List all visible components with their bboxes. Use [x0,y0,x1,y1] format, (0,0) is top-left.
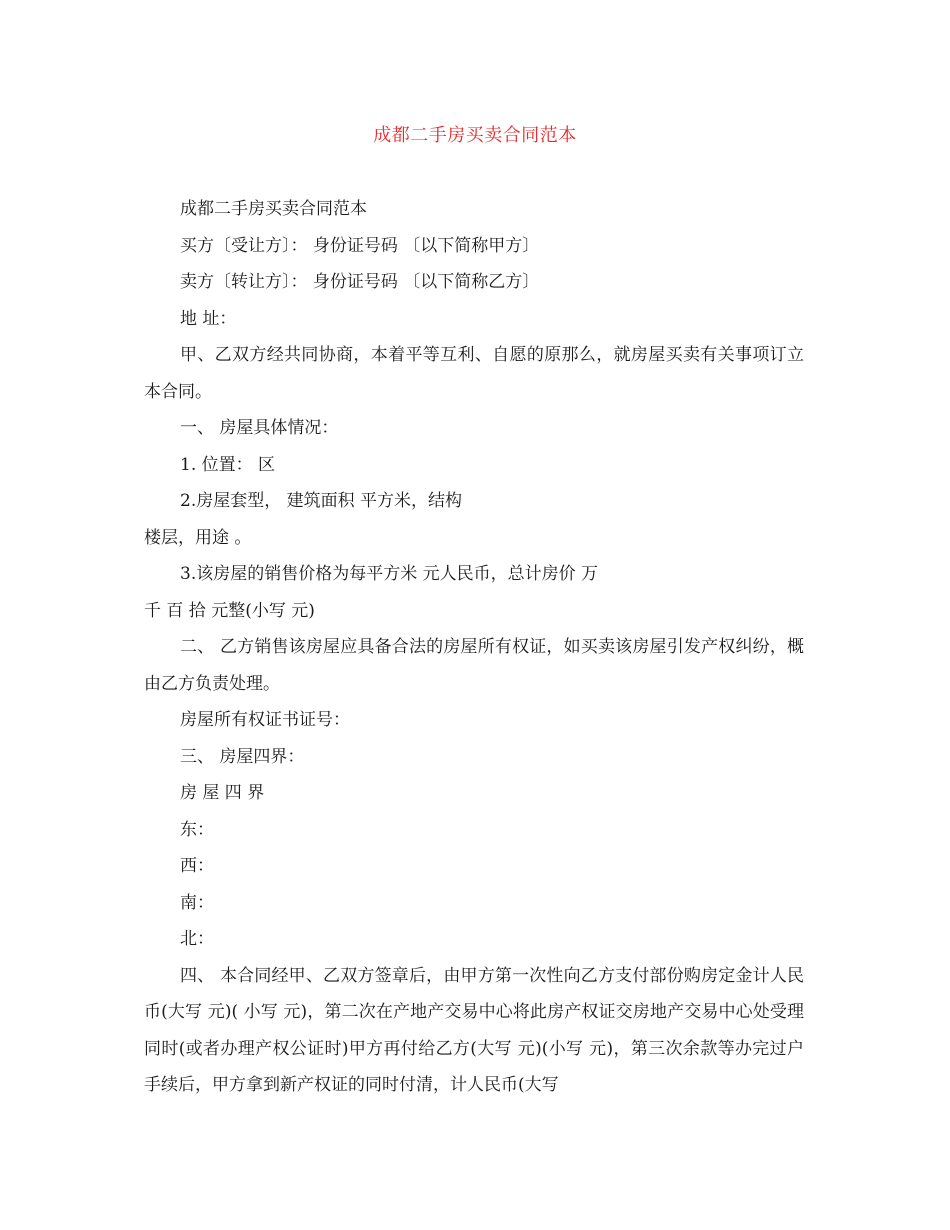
section-1-heading: 一、 房屋具体情况： [180,418,339,438]
paragraph-buyer: 买方〔受让方〕： 身份证号码 〔以下简称甲方〕 [180,235,540,256]
clause-3-price: 3.该房屋的销售价格为每平方米 元人民币，总计房价 万 [180,564,599,584]
paragraph-preamble: 甲、乙双方经共同协商，本着平等互利、自愿的原那么，就房屋买卖有关事项订立本合同。 [144,345,804,402]
clause-3-continued: 千 百 拾 元整(小写 元) [144,600,315,621]
clause-2-continued: 楼层，用途 。 [144,527,252,548]
boundary-north: 北： [180,929,214,949]
boundaries-label: 房 屋 四 界 [180,783,265,803]
boundary-south: 南： [180,892,214,913]
section-2: 二、 乙方销售该房屋应具备合法的房屋所有权证，如买卖该房屋引发产权纠纷，概由乙方负责处理。 [144,637,804,694]
paragraph-heading: 成都二手房买卖合同范本 [180,199,367,219]
paragraph-seller: 卖方〔转让方〕： 身份证号码 〔以下简称乙方〕 [180,272,540,292]
paragraph-address: 地 址： [180,308,237,329]
document-body [144,191,804,1104]
certificate-number: 房屋所有权证书证号： [180,710,350,730]
section-4: 四、 本合同经甲、乙双方签章后，由甲方第一次性向乙方支付部份购房定金计人民币(大写 元)( 小写 元)，第二次在产地产交易中心将此房产权证交房地产交易中心处受理同时(或者办理产权公证时)甲方再付给乙方(大写 元)(小写 元)，第三次余款等办完过户手续后，甲方拿到新产权证的同时付清，计人民币(大写 [144,965,804,1095]
clause-1-location: 1. 位置： 区 [180,454,276,475]
clause-2-type: 2.房屋套型， 建筑面积 平方米，结构 [180,491,463,511]
document-title: 成都二手房买卖合同范本 [373,125,577,146]
boundary-west: 西： [180,856,214,876]
section-3-heading: 三、 房屋四界： [180,746,305,767]
boundary-east: 东： [180,819,214,840]
